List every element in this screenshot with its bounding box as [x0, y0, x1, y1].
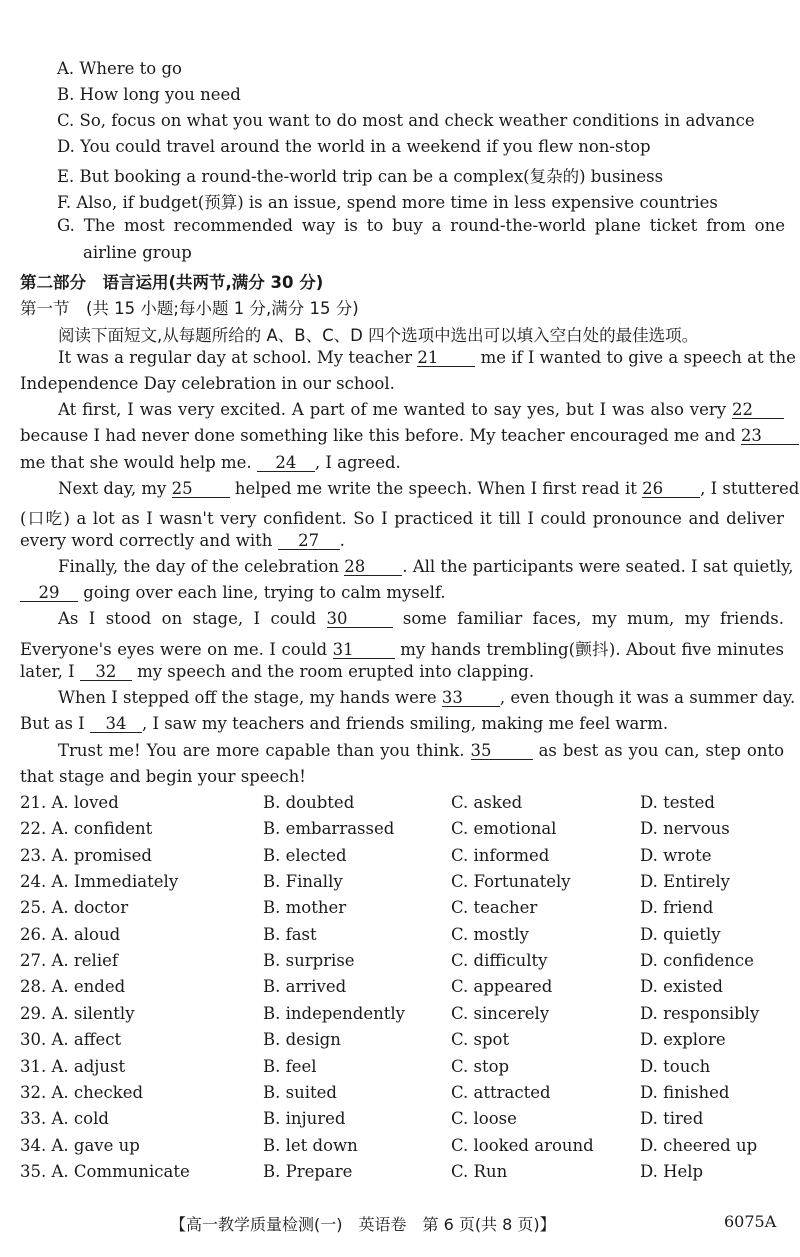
choice-c[interactable]: C. sincerely: [451, 1003, 550, 1023]
choice-c[interactable]: C. mostly: [451, 924, 529, 944]
passage-line: that stage and begin your speech!: [20, 767, 306, 786]
question-row: [20, 1083, 800, 1105]
choice-b[interactable]: B. doubted: [263, 793, 355, 812]
passage-line: later, I 32 my speech and the room erupted into clapping.: [20, 662, 535, 681]
choice-d[interactable]: D. quietly: [640, 924, 721, 944]
choice-a[interactable]: 28. A. ended: [20, 977, 126, 997]
blank-22: 22: [732, 402, 784, 419]
paper-code: 6075A: [724, 1212, 777, 1231]
blank-27: 27: [278, 533, 340, 550]
choice-c[interactable]: C. difficulty: [451, 951, 548, 971]
question-row: [20, 977, 800, 999]
choice-c[interactable]: C. attracted: [451, 1082, 551, 1102]
choice-a[interactable]: 32. A. checked: [20, 1082, 144, 1102]
choice-b[interactable]: B. feel: [263, 1056, 317, 1076]
passage-line: 29 going over each line, trying to calm myself.: [20, 583, 784, 602]
choice-d[interactable]: D. existed: [640, 977, 723, 997]
choice-d[interactable]: D. responsibly: [640, 1003, 760, 1023]
choice-c[interactable]: C. looked around: [451, 1135, 594, 1155]
blank-25: 25: [172, 481, 230, 498]
passage-line: As I stood on stage, I could 30 some familiar faces, my mum, my friends.: [58, 609, 784, 628]
question-row: [20, 951, 800, 973]
choice-a[interactable]: 27. A. relief: [20, 951, 118, 971]
choice-b[interactable]: B. surprise: [263, 951, 355, 971]
blank-26: 26: [642, 481, 700, 498]
blank-24: 24: [257, 455, 315, 472]
choice-d[interactable]: D. tired: [640, 1109, 704, 1129]
question-row: [20, 872, 800, 894]
choice-b[interactable]: B. mother: [263, 898, 347, 918]
choice-b[interactable]: B. injured: [263, 1109, 346, 1129]
page-footer: 【高一教学质量检测(一) 英语卷 第 6 页(共 8 页)】: [170, 1215, 556, 1234]
choice-b[interactable]: B. independently: [263, 1003, 405, 1023]
passage-line: Everyone's eyes were on me. I could 31 my hands trembling(颤抖). About five minutes: [20, 640, 785, 659]
choice-d[interactable]: D. Help: [640, 1161, 704, 1181]
question-row: [20, 1109, 800, 1131]
choice-a[interactable]: 30. A. affect: [20, 1030, 122, 1050]
passage-line: Independence Day celebration in our school.: [20, 374, 395, 393]
passage-line: because I had never done something like this before. My teacher encouraged me and 23: [20, 426, 784, 445]
passage-line: When I stepped off the stage, my hands were 33 , even though it was a summer day.: [58, 688, 796, 707]
choice-d[interactable]: D. Entirely: [640, 872, 730, 892]
choice-a[interactable]: 31. A. adjust: [20, 1056, 126, 1076]
choice-a[interactable]: 29. A. silently: [20, 1003, 135, 1023]
option-b: B. How long you need: [57, 85, 241, 104]
blank-34: 34: [90, 716, 142, 733]
option-g-line1: G. The most recommended way is to buy a round-the-world plane ticket from one: [57, 216, 785, 235]
choice-a[interactable]: 26. A. aloud: [20, 924, 121, 944]
choice-a[interactable]: 34. A. gave up: [20, 1135, 140, 1155]
choice-c[interactable]: C. Run: [451, 1161, 508, 1181]
choice-c[interactable]: C. spot: [451, 1030, 510, 1050]
choice-d[interactable]: D. nervous: [640, 819, 730, 839]
choice-d[interactable]: D. finished: [640, 1082, 730, 1102]
question-row: [20, 1136, 800, 1158]
question-row: [20, 898, 800, 920]
choice-a[interactable]: 21. A. loved: [20, 793, 119, 812]
choice-d[interactable]: D. tested: [640, 793, 715, 812]
choice-a[interactable]: 25. A. doctor: [20, 898, 129, 918]
option-e: E. But booking a round-the-world trip can be a complex(复杂的) business: [57, 167, 664, 186]
passage-line: every word correctly and with 27 .: [20, 531, 345, 550]
section1-heading: 第一节 (共 15 小题;每小题 1 分,满分 15 分): [20, 299, 359, 318]
option-d: D. You could travel around the world in a weekend if you flew non-stop: [57, 137, 651, 156]
option-f: F. Also, if budget(预算) is an issue, spend more time in less expensive countries: [57, 193, 718, 212]
blank-33: 33: [442, 690, 500, 707]
passage-line: It was a regular day at school. My teacher 21 me if I wanted to give a speech at the: [58, 348, 796, 367]
blank-21: 21: [417, 350, 475, 367]
choice-d[interactable]: D. touch: [640, 1056, 711, 1076]
question-row: [20, 793, 800, 815]
choice-b[interactable]: B. arrived: [263, 977, 347, 997]
choice-b[interactable]: B. Finally: [263, 872, 343, 892]
choice-b[interactable]: B. fast: [263, 924, 317, 944]
choice-d[interactable]: D. friend: [640, 898, 714, 918]
blank-31: 31: [333, 642, 395, 659]
option-g-line2: airline group: [83, 243, 192, 262]
blank-32: 32: [80, 664, 132, 681]
choice-c[interactable]: C. Fortunately: [451, 872, 571, 892]
question-row: [20, 1030, 800, 1052]
choice-b[interactable]: B. Prepare: [263, 1161, 353, 1181]
question-row: [20, 1162, 800, 1184]
choice-c[interactable]: C. teacher: [451, 898, 538, 918]
blank-28: 28: [344, 559, 402, 576]
choice-a[interactable]: 23. A. promised: [20, 845, 152, 865]
option-a: A. Where to go: [57, 59, 182, 78]
choice-c[interactable]: C. stop: [451, 1056, 510, 1076]
choice-a[interactable]: 24. A. Immediately: [20, 872, 179, 892]
question-row: [20, 819, 800, 841]
choice-a[interactable]: 22. A. confident: [20, 819, 153, 839]
blank-30: 30: [327, 611, 393, 628]
choice-c[interactable]: C. asked: [451, 793, 523, 812]
question-row: [20, 846, 800, 868]
passage-line: Trust me! You are more capable than you think. 35 as best as you can, step onto: [58, 741, 785, 760]
choice-b[interactable]: B. embarrassed: [263, 819, 395, 839]
passage-line: me that she would help me. 24 , I agreed.: [20, 453, 401, 472]
blank-29: 29: [20, 585, 78, 602]
choice-b[interactable]: B. design: [263, 1030, 341, 1050]
part2-title: 第二部分 语言运用(共两节,满分 30 分): [20, 273, 324, 292]
choice-a[interactable]: 35. A. Communicate: [20, 1161, 190, 1181]
question-row: [20, 925, 800, 947]
choice-d[interactable]: D. wrote: [640, 845, 712, 865]
choice-b[interactable]: B. elected: [263, 845, 347, 865]
passage-line: (口吃) a lot as I wasn't very confident. So I practiced it till I could pronounce and deliver: [20, 509, 784, 528]
passage-line: Next day, my 25 helped me write the speech. When I first read it 26 , I stuttered: [58, 479, 800, 498]
choice-d[interactable]: D. confidence: [640, 951, 754, 971]
choice-c[interactable]: C. emotional: [451, 819, 557, 839]
choice-c[interactable]: C. loose: [451, 1109, 517, 1129]
instruction: 阅读下面短文,从每题所给的 A、B、C、D 四个选项中选出可以填入空白处的最佳选项。: [58, 326, 699, 345]
passage-line: At first, I was very excited. A part of me wanted to say yes, but I was also very 22: [58, 400, 784, 419]
option-c: C. So, focus on what you want to do most and check weather conditions in advance: [57, 111, 755, 130]
passage-line: But as I 34 , I saw my teachers and friends smiling, making me feel warm.: [20, 714, 669, 733]
blank-23: 23: [741, 428, 799, 445]
choice-b[interactable]: B. let down: [263, 1135, 358, 1155]
choice-d[interactable]: D. explore: [640, 1030, 726, 1050]
choice-c[interactable]: C. appeared: [451, 977, 553, 997]
blank-35: 35: [471, 743, 533, 760]
question-row: [20, 1004, 800, 1026]
question-row: [20, 1057, 800, 1079]
passage-line: Finally, the day of the celebration 28 . All the participants were seated. I sat quietly,: [58, 557, 794, 576]
choice-a[interactable]: 33. A. cold: [20, 1109, 109, 1129]
choice-d[interactable]: D. cheered up: [640, 1135, 758, 1155]
choice-b[interactable]: B. suited: [263, 1082, 337, 1102]
choice-c[interactable]: C. informed: [451, 845, 550, 865]
